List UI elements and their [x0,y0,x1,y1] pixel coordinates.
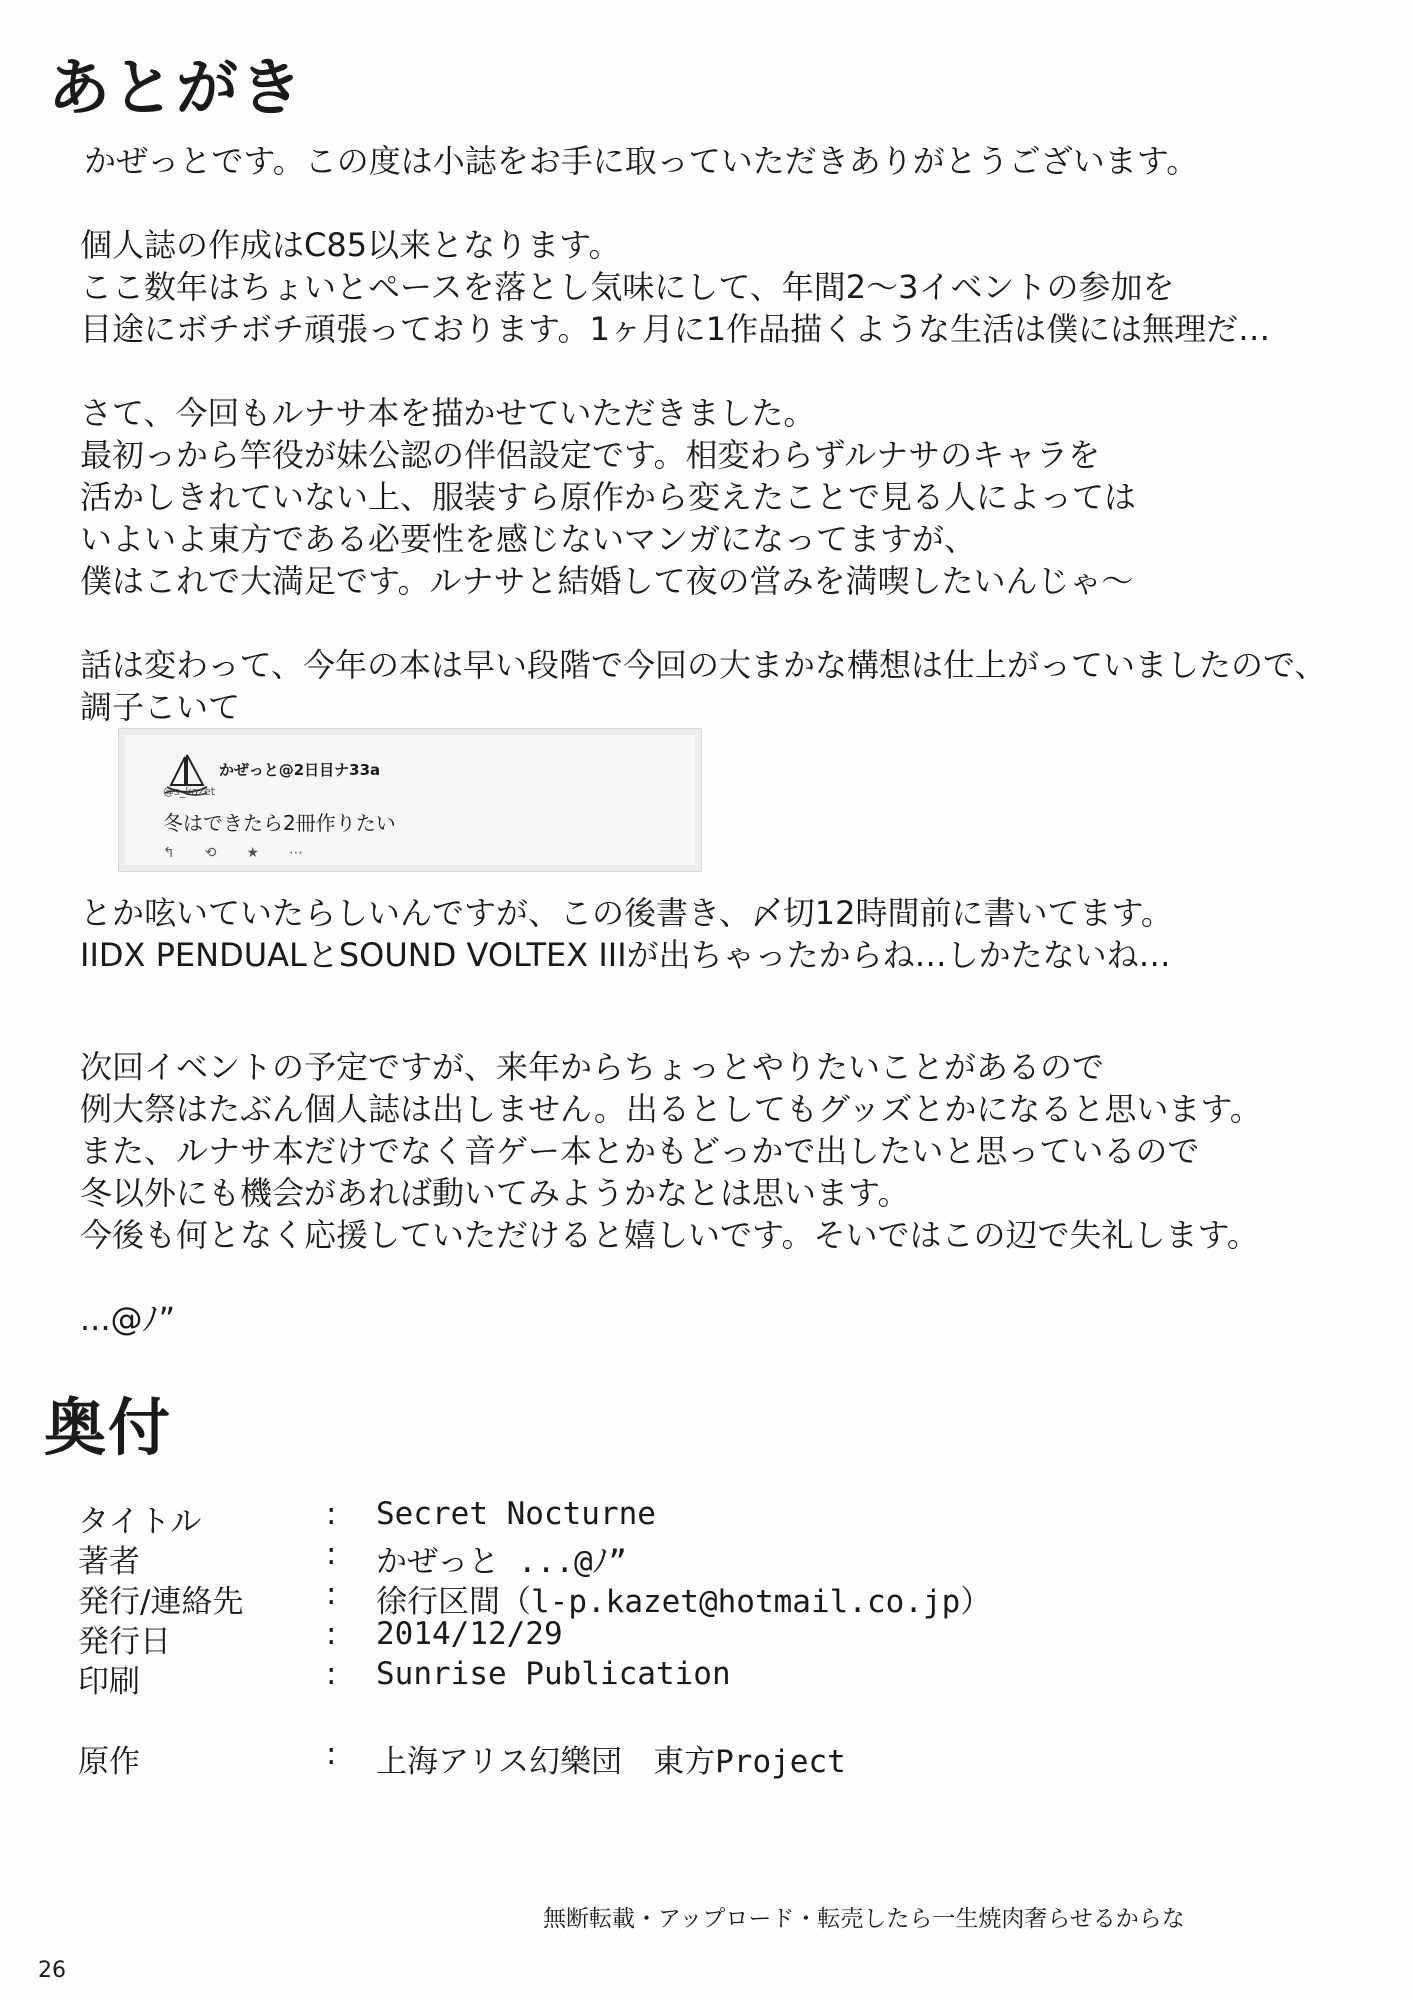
paragraph [80,392,1330,602]
colophon-separator: : [326,1536,337,1572]
tweet-actions [163,845,303,861]
text-line: ここ数年はちょいとペースを落とし気味にして、年間2～3イベントの参加を [80,268,1175,306]
afterword-closing [80,1046,1330,1382]
colophon-value: Secret Nocturne [376,1496,656,1532]
favorite-icon: ★ [246,845,260,861]
tweet-author-name: かぜっと@2日目ナ33a [219,761,381,779]
paragraph [80,140,1330,182]
embedded-tweet [118,728,702,872]
text-line: ...@ﾉ” [80,1300,176,1338]
colophon-title: 奥付 [44,1391,173,1464]
text-line: 最初っから竿役が妹公認の伴侶設定です。相変わらずルナサのキャラを [80,436,1101,474]
afterword-title: あとがき [48,51,305,124]
text-line: 目途にボチボチ頑張っております。1ヶ月に1作品描くような生活は僕には無理だ… [80,310,1271,348]
colophon-label: 原作 [78,1744,140,1780]
text-line: いよいよ東方である必要性を感じないマンガになってますが、 [80,520,977,558]
colophon-label: タイトル [78,1504,202,1540]
text-line: 個人誌の作成はC85以来となります。 [80,226,621,264]
paragraph [80,1046,1330,1256]
colophon-separator: : [326,1576,337,1612]
tweet-text: 冬はできたら2冊作りたい [163,811,396,835]
page-number: 26 [38,1958,66,1983]
colophon-label: 発行日 [78,1624,171,1660]
tweet-author-handle: @s_kazet [163,785,216,798]
signature [80,1298,1330,1340]
text-line: 例大祭はたぶん個人誌は出しません。出るとしてもグッズとかになると思います。 [80,1090,1262,1128]
footer-note: 無断転載・アップロード・転売したら一生焼肉奢らせるからな [543,1906,1185,1932]
text-line: 活かしきれていない上、服装すら原作から変えたことで見る人によっては [80,478,1137,516]
text-line: 今後も何となく応援していただけると嬉しいです。そいではこの辺で失礼します。 [80,1216,1259,1254]
colophon-value: 2014/12/29 [376,1616,563,1652]
text-line: IIDX PENDUALとSOUND VOLTEX IIIが出ちゃったからね…しかたないね… [80,936,1171,974]
afterword-after-tweet [80,892,1330,976]
text-line: 僕はこれで大満足です。ルナサと結婚して夜の営みを満喫したいんじゃ～ [80,562,1134,600]
colophon-separator: : [326,1496,337,1532]
colophon-value: Sunrise Publication [376,1656,731,1692]
colophon-value: 上海アリス幻樂団 東方Project [376,1744,846,1780]
colophon-label: 発行/連絡先 [78,1584,244,1620]
paragraph [80,644,1330,728]
reply-icon: ↰ [163,845,175,861]
text-line: 次回イベントの予定ですが、来年からちょっとやりたいことがあるので [80,1048,1105,1086]
text-line: 話は変わって、今年の本は早い段階で今回の大まかな構想は仕上がっていましたので、 [80,646,1327,684]
afterword-body [80,140,1330,770]
text-line: さて、今回もルナサ本を描かせていただきました。 [80,394,816,432]
colophon-separator: : [326,1616,337,1652]
colophon-label: 著者 [78,1544,140,1580]
colophon-separator: : [326,1736,337,1772]
colophon-value: かぜっと ...@ﾉ” [376,1544,627,1580]
text-line: 冬以外にも機会があれば動いてみようかなとは思います。 [80,1174,910,1212]
retweet-icon: ⟲ [204,845,217,861]
paragraph [80,224,1330,350]
colophon-value: 徐行区間（l-p.kazet@hotmail.co.jp） [376,1584,992,1620]
colophon-separator: : [326,1656,337,1692]
text-line: かぜっとです。この度は小誌をお手に取っていただきありがとうございます。 [84,142,1199,180]
colophon-label: 印刷 [78,1664,140,1700]
text-line: また、ルナサ本だけでなく音ゲー本とかもどっかで出したいと思っているので [80,1132,1200,1170]
text-line: 調子こいて [80,688,241,726]
more-icon: ⋯ [289,845,304,861]
text-line: とか呟いていたらしいんですが、この後書き、〆切12時間前に書いてます。 [80,894,1173,932]
